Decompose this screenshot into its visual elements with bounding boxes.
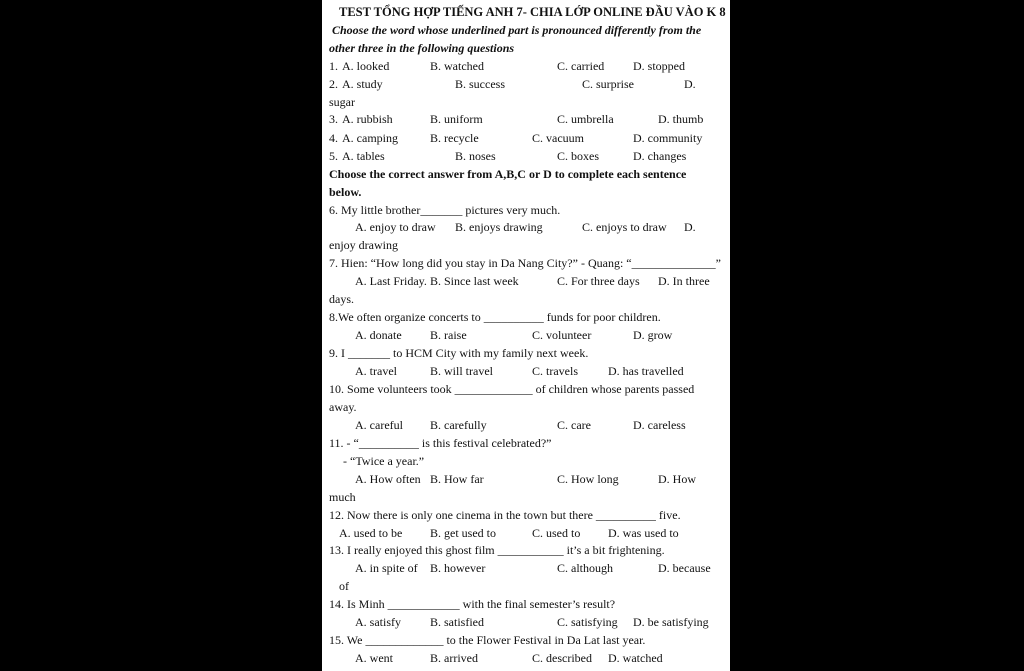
- question-15-option-c: C. described: [532, 651, 592, 665]
- question-2-option-d-cont: sugar: [329, 95, 355, 109]
- question-10-option-a: A. careful: [355, 418, 403, 432]
- question-10-option-c: C. care: [557, 418, 591, 432]
- question-2-number: 2.: [329, 77, 338, 91]
- question-15-option-a: A. went: [355, 651, 393, 665]
- question-12-option-b: B. get used to: [430, 526, 496, 540]
- question-6-option-a: A. enjoy to draw: [355, 220, 436, 234]
- question-7-option-d: D. In three: [658, 274, 710, 288]
- question-1-option-d: D. stopped: [633, 59, 685, 73]
- question-3-option-d: D. thumb: [658, 112, 704, 126]
- question-5-option-a: A. tables: [342, 149, 385, 163]
- question-3-option-b: B. uniform: [430, 112, 483, 126]
- question-1-number: 1.: [329, 59, 338, 73]
- question-11-option-c: C. How long: [557, 472, 619, 486]
- question-8-option-b: B. raise: [430, 328, 467, 342]
- question-11-option-d: D. How: [658, 472, 696, 486]
- question-4-number: 4.: [329, 131, 338, 145]
- document-page: [322, 0, 730, 671]
- question-9-option-c: C. travels: [532, 364, 578, 378]
- question-12-option-c: C. used to: [532, 526, 581, 540]
- question-5-number: 5.: [329, 149, 338, 163]
- question-15-option-b: B. arrived: [430, 651, 478, 665]
- question-7-stem: 7. Hien: “How long did you stay in Da Nang City?” - Quang: “______________”: [329, 256, 721, 270]
- question-3-number: 3.: [329, 112, 338, 126]
- question-2-option-b: B. success: [455, 77, 505, 91]
- question-15-stem: 15. We _____________ to the Flower Festival in Da Lat last year.: [329, 633, 646, 647]
- question-1-option-c: C. carried: [557, 59, 605, 73]
- question-6-option-c: C. enjoys to draw: [582, 220, 667, 234]
- question-14-option-a: A. satisfy: [355, 615, 401, 629]
- question-1-option-b: B. watched: [430, 59, 484, 73]
- question-12-option-d: D. was used to: [608, 526, 679, 540]
- question-2-option-c: C. surprise: [582, 77, 634, 91]
- question-10-option-d: D. careless: [633, 418, 686, 432]
- question-14-stem: 14. Is Minh ____________ with the final semester’s result?: [329, 597, 616, 611]
- question-11-reply: - “Twice a year.”: [343, 454, 425, 468]
- question-14-option-b: B. satisfied: [430, 615, 484, 629]
- question-7-option-d-cont: days.: [329, 292, 354, 306]
- question-5-option-c: C. boxes: [557, 149, 599, 163]
- question-8-option-a: A. donate: [355, 328, 402, 342]
- question-7-option-c: C. For three days: [557, 274, 640, 288]
- question-6-option-d: D.: [684, 220, 696, 234]
- question-3-option-a: A. rubbish: [342, 112, 393, 126]
- question-14-option-c: C. satisfying: [557, 615, 618, 629]
- question-5-option-d: D. changes: [633, 149, 687, 163]
- question-9-option-a: A. travel: [355, 364, 397, 378]
- question-13-option-d: D. because: [658, 561, 711, 575]
- question-4-option-a: A. camping: [342, 131, 398, 145]
- section-1-instruction-cont: other three in the following questions: [329, 41, 515, 55]
- question-9-option-d: D. has travelled: [608, 364, 684, 378]
- question-13-option-a: A. in spite of: [355, 561, 418, 575]
- question-1-option-a: A. looked: [342, 59, 390, 73]
- question-13-option-b: B. however: [430, 561, 486, 575]
- question-13-stem: 13. I really enjoyed this ghost film ___________ it’s a bit frightening.: [329, 543, 665, 557]
- question-11-option-b: B. How far: [430, 472, 484, 486]
- question-4-option-c: C. vacuum: [532, 131, 584, 145]
- question-12-option-a: A. used to be: [339, 526, 403, 540]
- page-title: TEST TỔNG HỢP TIẾNG ANH 7- CHIA LỚP ONLINE ĐẦU VÀO K 8: [339, 5, 726, 19]
- section-1-instruction: Choose the word whose underlined part is pronounced differently from the: [332, 23, 702, 37]
- question-11-stem: 11. - “__________ is this festival celebrated?”: [329, 436, 552, 450]
- section-2-instruction: Choose the correct answer from A,B,C or D to complete each sentence: [329, 167, 687, 181]
- question-10-stem-cont: away.: [329, 400, 357, 414]
- question-2-option-d: D.: [684, 77, 696, 91]
- question-7-option-a: A. Last Friday.: [355, 274, 427, 288]
- question-8-option-d: D. grow: [633, 328, 673, 342]
- question-4-option-b: B. recycle: [430, 131, 479, 145]
- question-10-option-b: B. carefully: [430, 418, 487, 432]
- question-9-option-b: B. will travel: [430, 364, 493, 378]
- question-6-option-b: B. enjoys drawing: [455, 220, 543, 234]
- question-15-option-d: D. watched: [608, 651, 663, 665]
- question-6-stem: 6. My little brother_______ pictures very much.: [329, 203, 561, 217]
- question-13-option-a-cont: of: [339, 579, 349, 593]
- question-11-option-a: A. How often: [355, 472, 421, 486]
- question-4-option-d: D. community: [633, 131, 703, 145]
- question-10-stem: 10. Some volunteers took _____________ of children whose parents passed: [329, 382, 695, 396]
- question-5-option-b: B. noses: [455, 149, 496, 163]
- question-11-option-d-cont: much: [329, 490, 356, 504]
- section-2-instruction-cont: below.: [329, 185, 362, 199]
- question-6-option-d-cont: enjoy drawing: [329, 238, 398, 252]
- question-12-stem: 12. Now there is only one cinema in the town but there __________ five.: [329, 508, 681, 522]
- question-3-option-c: C. umbrella: [557, 112, 614, 126]
- question-9-stem: 9. I _______ to HCM City with my family next week.: [329, 346, 589, 360]
- question-14-option-d: D. be satisfying: [633, 615, 709, 629]
- question-13-option-c: C. although: [557, 561, 613, 575]
- question-2-option-a: A. study: [342, 77, 383, 91]
- question-8-stem: 8.We often organize concerts to __________ funds for poor children.: [329, 310, 661, 324]
- question-8-option-c: C. volunteer: [532, 328, 592, 342]
- question-7-option-b: B. Since last week: [430, 274, 519, 288]
